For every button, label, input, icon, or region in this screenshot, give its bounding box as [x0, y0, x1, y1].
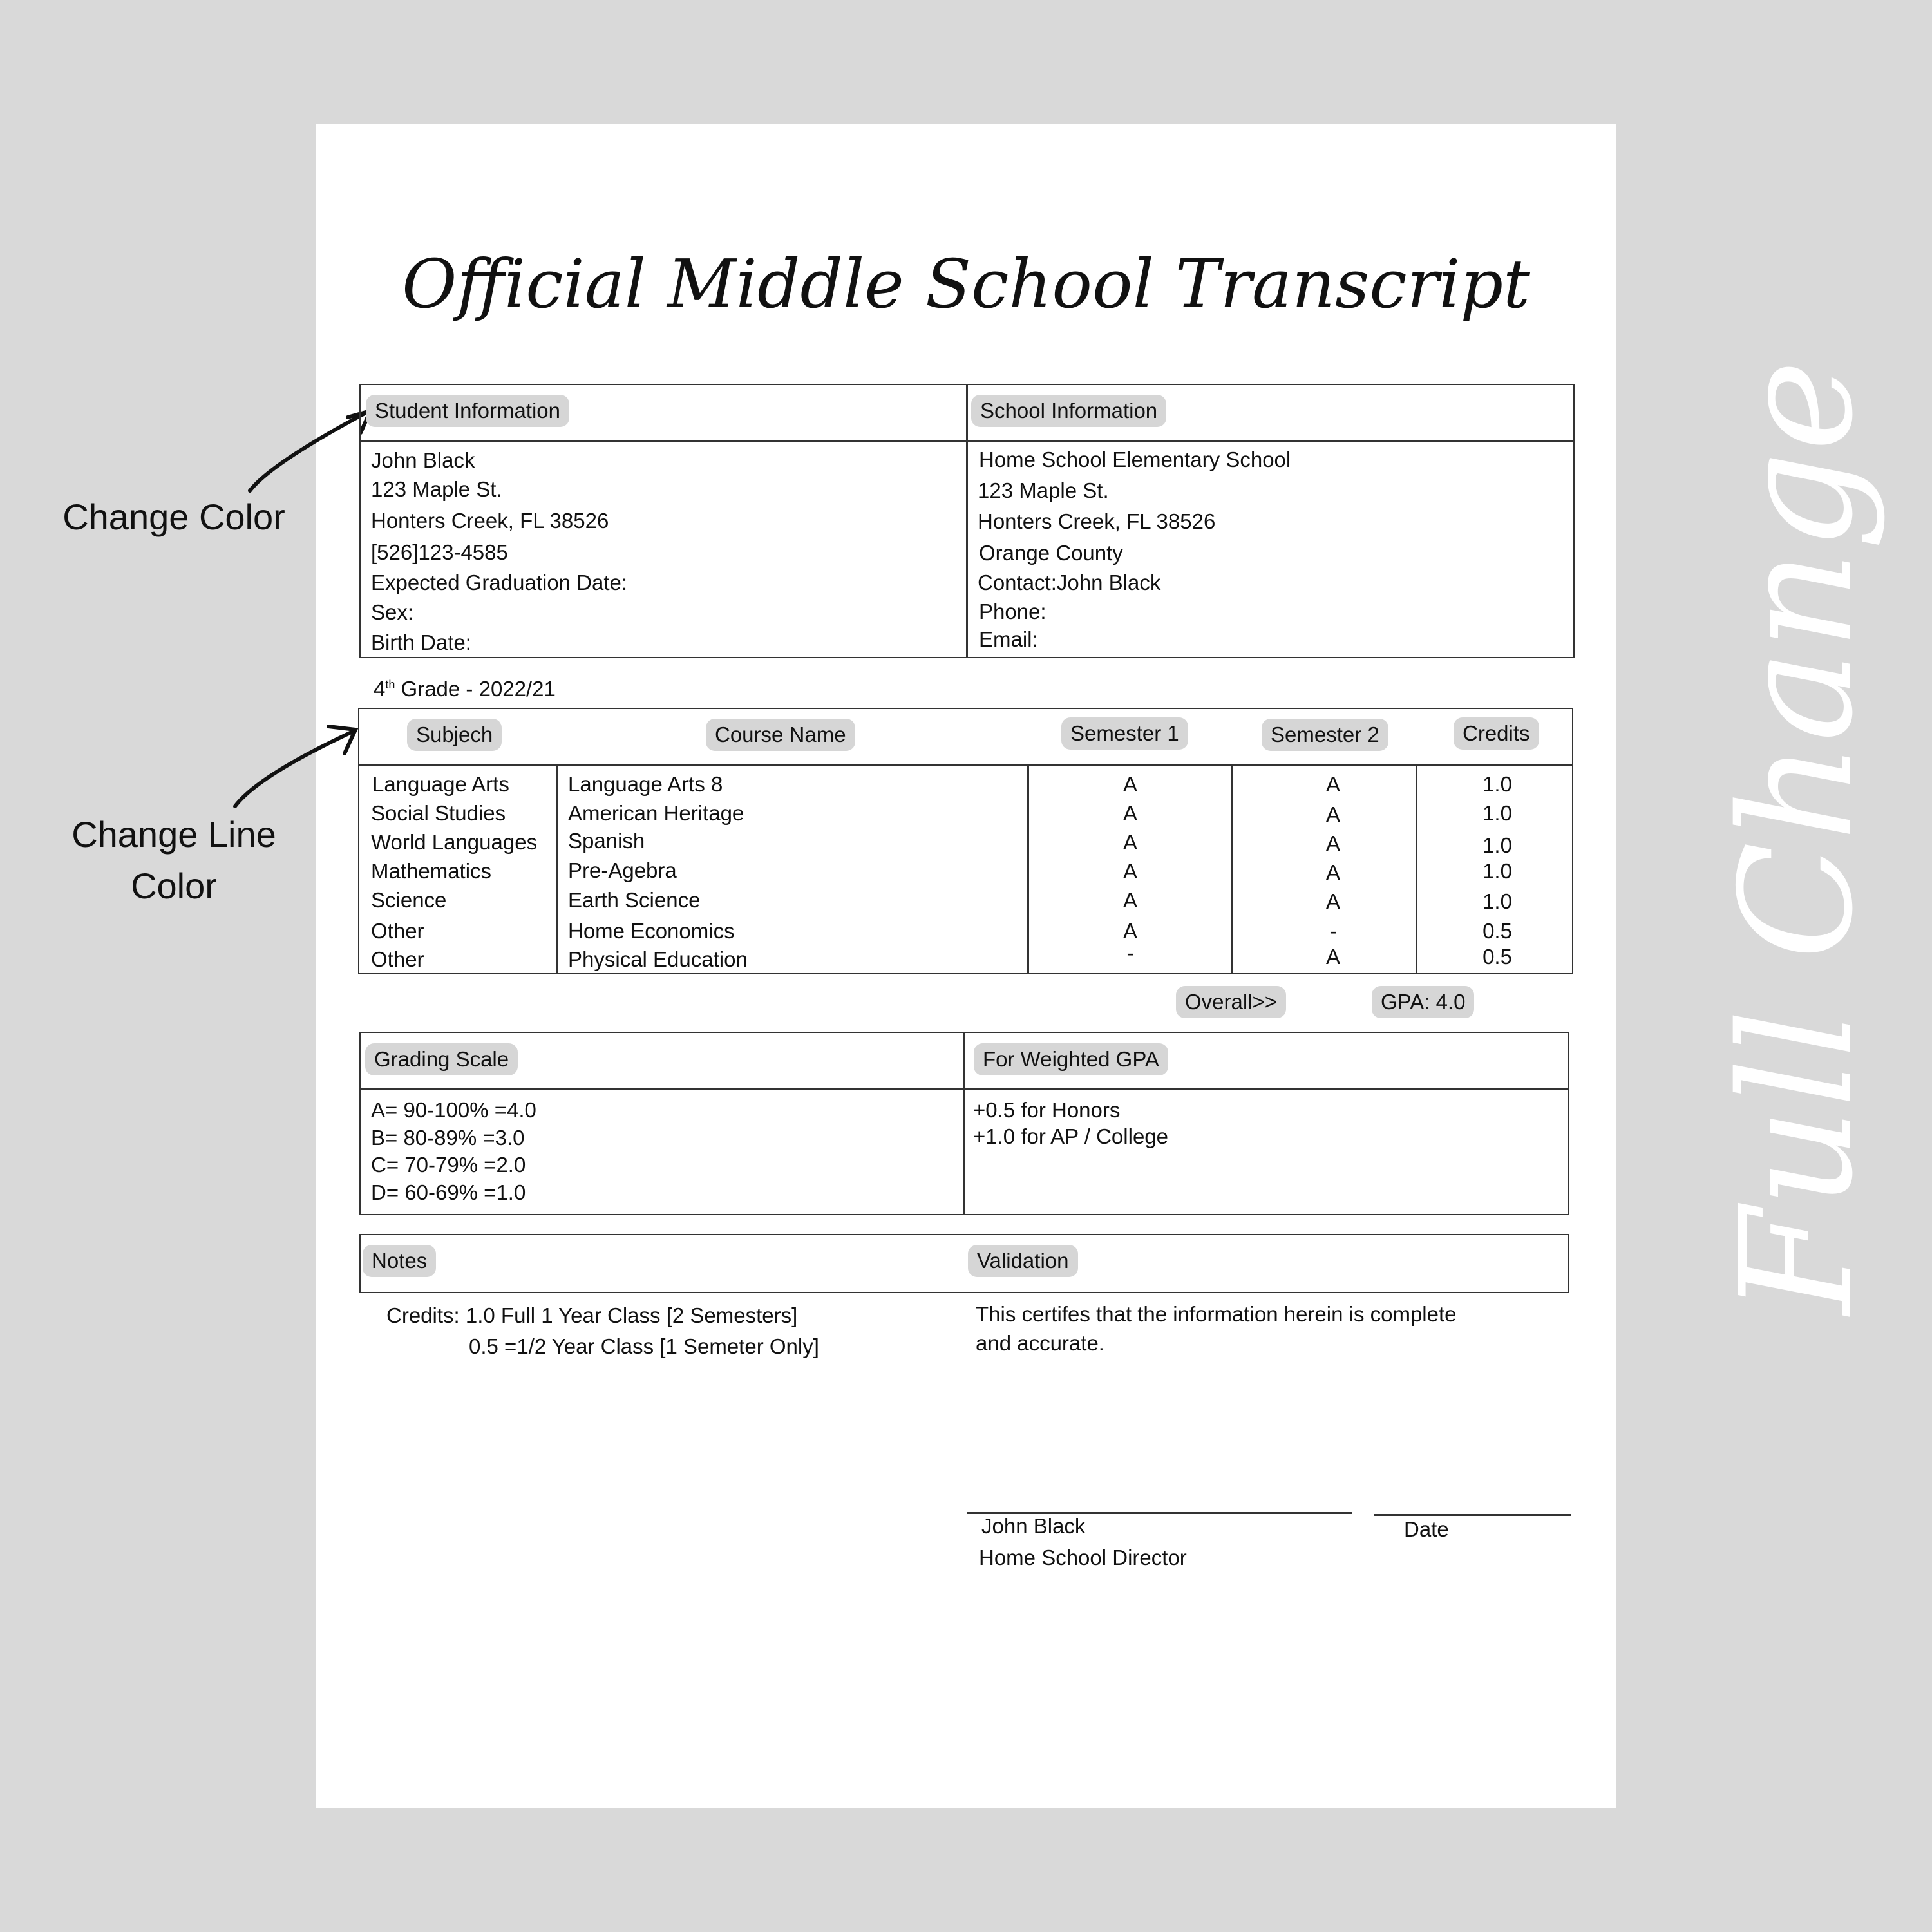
grading-divider — [359, 1088, 1569, 1090]
grading-line: D= 60-69% =1.0 — [371, 1180, 526, 1204]
col-header-sem2: Semester 2 — [1262, 719, 1388, 751]
student-line: John Black — [371, 448, 475, 472]
notes-header: Notes — [363, 1245, 436, 1277]
student-line: Birth Date: — [371, 630, 471, 654]
student-info-header: Student Information — [366, 395, 569, 427]
table-cell-sem1: A — [1122, 830, 1137, 854]
table-cell-credits: 1.0 — [1482, 889, 1512, 913]
table-cell-subject: Science — [371, 888, 447, 912]
change-color-annotation: Change Color — [62, 497, 285, 537]
school-line: Honters Creek, FL 38526 — [978, 509, 1216, 533]
table-col-divider — [556, 764, 558, 974]
table-cell-sem1: A — [1122, 801, 1137, 825]
validation-line: and accurate. — [976, 1331, 1104, 1355]
arrow-change-color — [250, 412, 367, 491]
grading-column-divider — [963, 1032, 965, 1215]
school-line: 123 Maple St. — [978, 478, 1109, 502]
school-line: Email: — [979, 627, 1038, 651]
table-cell-sem2: A — [1325, 802, 1340, 826]
col-header-course: Course Name — [706, 719, 855, 751]
arrow-change-line-color — [235, 731, 354, 806]
weighted-line: +1.0 for AP / College — [973, 1124, 1169, 1148]
table-cell-subject: Mathematics — [371, 859, 492, 883]
student-line: Expected Graduation Date: — [371, 571, 628, 594]
table-cell-subject: Language Arts — [372, 772, 509, 796]
overall-label: Overall>> — [1176, 986, 1286, 1018]
table-cell-course: Spanish — [568, 829, 645, 853]
notes-line: Credits: 1.0 Full 1 Year Class [2 Semesters] — [386, 1303, 798, 1327]
table-cell-course: Pre-Agebra — [568, 858, 677, 882]
table-cell-sem1: A — [1122, 772, 1137, 796]
weighted-line: +0.5 for Honors — [973, 1098, 1121, 1122]
table-col-divider — [1231, 764, 1233, 974]
validation-line: This certifes that the information herein is complete — [976, 1302, 1457, 1326]
table-cell-sem2: A — [1325, 945, 1340, 969]
signature-name: John Black — [981, 1514, 1086, 1538]
table-cell-sem2: A — [1325, 831, 1340, 855]
table-col-divider — [1416, 764, 1417, 974]
table-cell-sem1: - — [1126, 941, 1134, 965]
school-line: Contact:John Black — [978, 571, 1161, 594]
student-line: 123 Maple St. — [371, 477, 502, 501]
col-header-subject: Subjech — [407, 719, 502, 751]
table-cell-subject: Other — [371, 947, 424, 971]
table-cell-credits: 0.5 — [1482, 945, 1512, 969]
table-cell-course: Physical Education — [568, 947, 748, 971]
table-cell-credits: 1.0 — [1482, 833, 1512, 857]
table-cell-sem2: A — [1325, 772, 1340, 796]
table-cell-sem2: A — [1325, 860, 1340, 884]
grading-line: B= 80-89% =3.0 — [371, 1126, 525, 1150]
table-header-divider — [358, 764, 1573, 766]
signature-role: Home School Director — [979, 1546, 1187, 1569]
table-cell-sem2: - — [1329, 919, 1337, 943]
grading-line: A= 90-100% =4.0 — [371, 1098, 536, 1122]
col-header-credits: Credits — [1454, 717, 1539, 750]
table-cell-sem2: A — [1325, 889, 1340, 913]
side-text: Full Change — [1707, 359, 1887, 1315]
table-cell-subject: Other — [371, 919, 424, 943]
validation-header: Validation — [968, 1245, 1078, 1277]
table-col-divider — [1027, 764, 1029, 974]
change-line-color-annotation: Change Line Color — [71, 814, 276, 906]
school-info-header: School Information — [971, 395, 1166, 427]
table-cell-course: Earth Science — [568, 888, 701, 912]
table-cell-sem1: A — [1122, 888, 1137, 912]
info-column-divider — [966, 384, 968, 658]
table-cell-credits: 1.0 — [1482, 772, 1512, 796]
table-cell-credits: 1.0 — [1482, 859, 1512, 883]
courses-table — [358, 708, 1573, 974]
date-line — [1374, 1514, 1571, 1516]
gpa-badge: GPA: 4.0 — [1372, 986, 1474, 1018]
table-cell-sem1: A — [1122, 919, 1137, 943]
grade-label: 4th Grade - 2022/21 — [374, 677, 556, 701]
page-title: Official Middle School Transcript — [402, 245, 1530, 323]
table-cell-subject: Social Studies — [371, 801, 506, 825]
col-header-sem1: Semester 1 — [1061, 717, 1188, 750]
school-line: Orange County — [979, 541, 1123, 565]
notes-validation-box — [359, 1234, 1569, 1293]
student-line: Honters Creek, FL 38526 — [371, 509, 609, 533]
grading-box — [359, 1032, 1569, 1215]
grading-line: C= 70-79% =2.0 — [371, 1153, 526, 1177]
table-cell-credits: 0.5 — [1482, 919, 1512, 943]
weighted-gpa-header: For Weighted GPA — [974, 1043, 1168, 1075]
student-line: Sex: — [371, 600, 414, 624]
table-cell-subject: World Languages — [371, 830, 538, 854]
date-label: Date — [1404, 1517, 1449, 1541]
table-cell-course: American Heritage — [568, 801, 744, 825]
student-line: [526]123-4585 — [371, 540, 508, 564]
notes-line: 0.5 =1/2 Year Class [1 Semeter Only] — [469, 1334, 819, 1358]
grading-scale-header: Grading Scale — [365, 1043, 518, 1075]
school-line: Phone: — [979, 600, 1046, 623]
school-line: Home School Elementary School — [979, 448, 1291, 471]
table-cell-credits: 1.0 — [1482, 801, 1512, 825]
table-cell-course: Home Economics — [568, 919, 735, 943]
table-cell-course: Language Arts 8 — [568, 772, 723, 796]
table-cell-sem1: A — [1122, 859, 1137, 883]
